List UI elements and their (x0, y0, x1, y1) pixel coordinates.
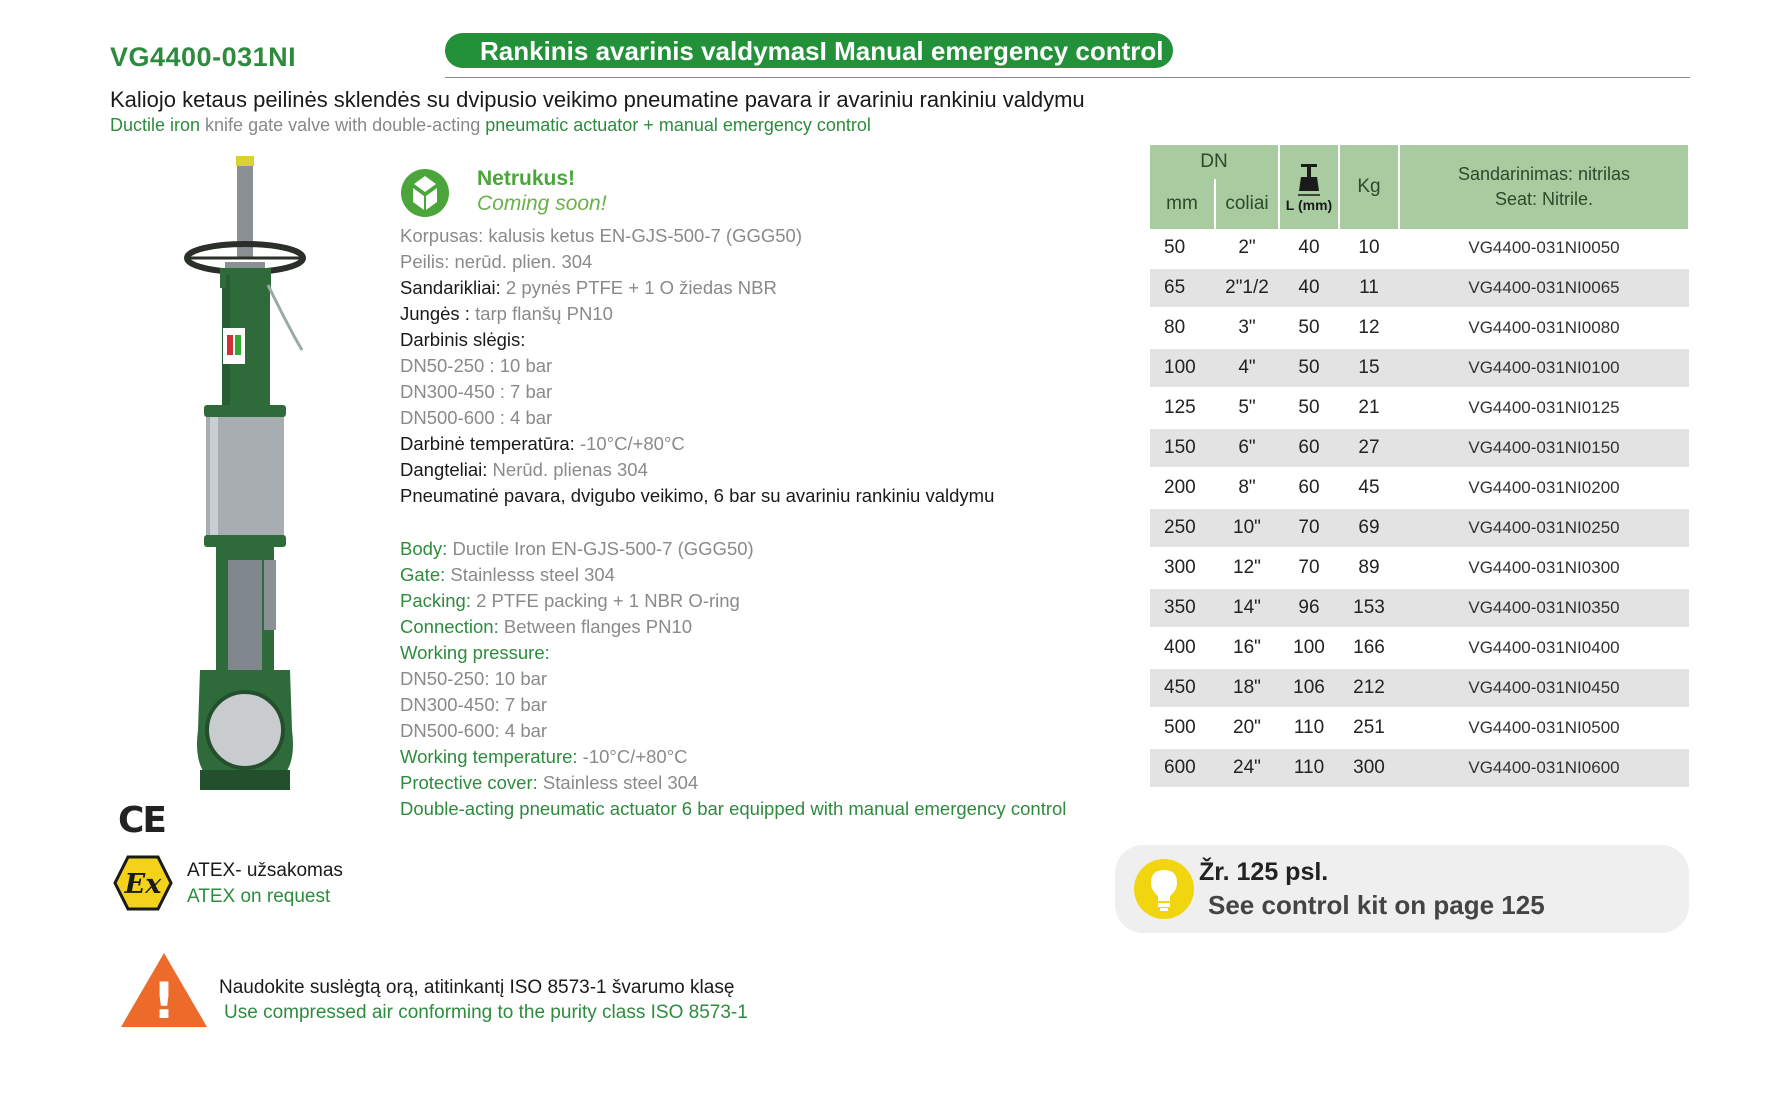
spec-line (400, 536, 754, 562)
subtitle-en (110, 115, 871, 136)
warning-icon (118, 950, 210, 1030)
table-row (1150, 388, 1689, 428)
cell-weight: 21 (1339, 388, 1399, 428)
cell-dn-mm: 80 (1150, 308, 1215, 348)
warning-en: Use compressed air conforming to the purity class ISO 8573-1 (224, 1002, 748, 1023)
cell-dn-inch: 14" (1215, 588, 1279, 628)
table-row (1150, 548, 1689, 588)
cell-weight: 153 (1339, 588, 1399, 628)
cell-weight: 300 (1339, 748, 1399, 788)
spec-line (400, 744, 687, 770)
cell-weight: 45 (1339, 468, 1399, 508)
sizes-table (1150, 145, 1690, 789)
spec-line (400, 770, 698, 796)
subtitle-en-part: Ductile iron (110, 115, 201, 135)
cell-code: VG4400-031NI0600 (1399, 748, 1689, 788)
header-dn: DN (1150, 145, 1279, 179)
spec-label: Darbinė temperatūra: (400, 433, 575, 454)
spec-line (400, 483, 994, 509)
spec-value: Ductile Iron EN-GJS-500-7 (GGG50) (447, 538, 754, 559)
cell-dn-mm: 125 (1150, 388, 1215, 428)
table-row (1150, 468, 1689, 508)
atex-lt: ATEX- užsakomas (187, 860, 343, 881)
cell-dn-inch: 2"1/2 (1215, 268, 1279, 308)
spec-value: tarp flanšų PN10 (469, 303, 613, 324)
cell-weight: 10 (1339, 229, 1399, 268)
spec-line (400, 353, 552, 379)
cell-dn-inch: 16" (1215, 628, 1279, 668)
spec-line (400, 431, 685, 457)
warning-lt: Naudokite suslėgtą orą, atitinkantį ISO 8573-1 švarumo klasę (219, 977, 735, 998)
cell-code: VG4400-031NI0400 (1399, 628, 1689, 668)
table-row (1150, 428, 1689, 468)
knife-gate-valve-illustration (180, 150, 320, 800)
cell-length: 100 (1279, 628, 1339, 668)
subtitle-en-part: pneumatic actuator + manual emergency control (485, 115, 871, 135)
header-coliai: coliai (1215, 179, 1279, 229)
spec-label: Connection: (400, 616, 499, 637)
spec-label: DN500-600: 4 bar (400, 720, 548, 741)
cell-dn-inch: 6" (1215, 428, 1279, 468)
cell-dn-mm: 350 (1150, 588, 1215, 628)
spec-line (400, 796, 1066, 822)
cell-code: VG4400-031NI0150 (1399, 428, 1689, 468)
ce-mark: CE (118, 800, 166, 841)
cell-code: VG4400-031NI0200 (1399, 468, 1689, 508)
table-row (1150, 308, 1689, 348)
spec-value: -10°C/+80°C (577, 746, 688, 767)
table-row (1150, 588, 1689, 628)
cell-length: 110 (1279, 708, 1339, 748)
cell-code: VG4400-031NI0250 (1399, 508, 1689, 548)
cell-length: 60 (1279, 468, 1339, 508)
cell-dn-inch: 5" (1215, 388, 1279, 428)
spec-label: Working temperature: (400, 746, 578, 767)
spec-label: Double-acting pneumatic actuator 6 bar equipped with manual emergency control (400, 798, 1067, 819)
spec-line (400, 405, 552, 431)
table-row (1150, 748, 1689, 788)
cell-dn-mm: 65 (1150, 268, 1215, 308)
spec-label: DN300-450 : 7 bar (400, 381, 553, 402)
cell-weight: 12 (1339, 308, 1399, 348)
spec-value: Stainlesss steel 304 (445, 564, 615, 585)
spec-label: Gate: (400, 564, 446, 585)
cell-length: 50 (1279, 348, 1339, 388)
spec-label: DN50-250: 10 bar (400, 668, 548, 689)
cell-dn-mm: 300 (1150, 548, 1215, 588)
cell-length: 70 (1279, 508, 1339, 548)
cell-weight: 27 (1339, 428, 1399, 468)
cell-weight: 11 (1339, 268, 1399, 308)
cell-code: VG4400-031NI0050 (1399, 229, 1689, 268)
cell-length: 96 (1279, 588, 1339, 628)
header-length (1279, 145, 1339, 229)
cell-weight: 15 (1339, 348, 1399, 388)
cell-dn-mm: 500 (1150, 708, 1215, 748)
spec-label: Packing: (400, 590, 471, 611)
spec-label: Jungės : (400, 303, 470, 324)
spec-line (400, 275, 777, 301)
cell-code: VG4400-031NI0065 (1399, 268, 1689, 308)
cell-code: VG4400-031NI0100 (1399, 348, 1689, 388)
cell-dn-mm: 400 (1150, 628, 1215, 668)
spec-label: Darbinis slėgis: (400, 329, 526, 350)
spec-line (400, 457, 648, 483)
cell-length: 40 (1279, 229, 1339, 268)
spec-line (400, 379, 552, 405)
lightbulb-icon (1133, 858, 1195, 920)
spec-label: DN300-450: 7 bar (400, 694, 548, 715)
table-row (1150, 708, 1689, 748)
spec-line (400, 614, 692, 640)
product-code: VG4400-031NI (110, 42, 297, 72)
spec-line (400, 327, 525, 353)
table-row (1150, 628, 1689, 668)
cell-dn-mm: 50 (1150, 229, 1215, 268)
spec-label: DN50-250 : 10 bar (400, 355, 553, 376)
table-body (1150, 229, 1689, 788)
header-divider (445, 77, 1690, 78)
cell-code: VG4400-031NI0125 (1399, 388, 1689, 428)
spec-value: -10°C/+80°C (574, 433, 685, 454)
spec-line (400, 249, 592, 275)
valve-length-icon (1297, 163, 1321, 197)
cell-length: 60 (1279, 428, 1339, 468)
header-mm: mm (1150, 179, 1215, 229)
spec-label: DN500-600 : 4 bar (400, 407, 553, 428)
cell-length: 106 (1279, 668, 1339, 708)
cell-weight: 89 (1339, 548, 1399, 588)
spec-label: Pneumatinė pavara, dvigubo veikimo, 6 bar su avariniu rankiniu valdymu (400, 485, 995, 506)
spec-line (400, 718, 547, 744)
cell-dn-inch: 8" (1215, 468, 1279, 508)
spec-label: Korpusas: kalusis ketus EN-GJS-500-7 (GGG50) (400, 225, 803, 246)
coming-soon-lt: Netrukus! (477, 167, 576, 190)
table-row (1150, 668, 1689, 708)
spec-line (400, 692, 547, 718)
atex-en: ATEX on request (187, 886, 331, 907)
cell-length: 40 (1279, 268, 1339, 308)
header-kg: Kg (1339, 145, 1399, 229)
spec-label: Peilis: nerūd. plien. 304 (400, 251, 593, 272)
cell-length: 50 (1279, 388, 1339, 428)
cell-length: 70 (1279, 548, 1339, 588)
spec-line (400, 223, 802, 249)
cell-dn-inch: 3" (1215, 308, 1279, 348)
spec-line (400, 640, 550, 666)
warning-symbol: ! (152, 972, 176, 1030)
spec-label: Body: (400, 538, 448, 559)
cell-code: VG4400-031NI0500 (1399, 708, 1689, 748)
spec-value: 2 PTFE packing + 1 NBR O-ring (470, 590, 740, 611)
header-seat-en: Seat: Nitrile. (1494, 189, 1594, 209)
cell-weight: 69 (1339, 508, 1399, 548)
atex-ex-icon (113, 855, 173, 911)
section-banner (445, 33, 1173, 68)
cell-weight: 212 (1339, 668, 1399, 708)
cell-dn-inch: 12" (1215, 548, 1279, 588)
spec-label: Working pressure: (400, 642, 550, 663)
tip-lt: Žr. 125 psl. (1199, 858, 1329, 886)
cell-dn-mm: 200 (1150, 468, 1215, 508)
tip-en: See control kit on page 125 (1208, 890, 1545, 920)
table-row (1150, 508, 1689, 548)
table-row (1150, 268, 1689, 308)
cell-dn-mm: 100 (1150, 348, 1215, 388)
spec-value: Nerūd. plienas 304 (487, 459, 648, 480)
cell-length: 50 (1279, 308, 1339, 348)
atex-symbol: Ex (124, 869, 162, 900)
cell-dn-inch: 18" (1215, 668, 1279, 708)
spec-value: Between flanges PN10 (498, 616, 693, 637)
header-seat (1399, 145, 1689, 229)
spec-value: Stainless steel 304 (537, 772, 699, 793)
cell-code: VG4400-031NI0350 (1399, 588, 1689, 628)
spec-line (400, 588, 740, 614)
cell-dn-mm: 250 (1150, 508, 1215, 548)
cell-weight: 166 (1339, 628, 1399, 668)
spec-line (400, 562, 615, 588)
cell-dn-inch: 4" (1215, 348, 1279, 388)
subtitle-en-part: knife gate valve with double-acting (200, 115, 486, 135)
coming-soon-en: Coming soon! (477, 192, 607, 215)
banner-text: Rankinis avarinis valdymasI Manual emergency control (480, 36, 1164, 66)
coming-soon-icon (400, 168, 450, 218)
spec-value: 2 pynės PTFE + 1 O žiedas NBR (500, 277, 777, 298)
spec-line (400, 666, 547, 692)
cell-code: VG4400-031NI0450 (1399, 668, 1689, 708)
cell-weight: 251 (1339, 708, 1399, 748)
spec-line (400, 301, 613, 327)
header-l: L (mm) (1285, 197, 1333, 213)
spec-label: Dangteliai: (400, 459, 488, 480)
cell-dn-mm: 450 (1150, 668, 1215, 708)
cell-dn-inch: 20" (1215, 708, 1279, 748)
cell-length: 110 (1279, 748, 1339, 788)
cell-code: VG4400-031NI0300 (1399, 548, 1689, 588)
cell-dn-inch: 10" (1215, 508, 1279, 548)
spec-label: Sandarikliai: (400, 277, 501, 298)
cell-dn-mm: 600 (1150, 748, 1215, 788)
table-row (1150, 348, 1689, 388)
spec-label: Protective cover: (400, 772, 538, 793)
header-seat-lt: Sandarinimas: nitrilas (1457, 164, 1631, 184)
table-row (1150, 229, 1689, 268)
cell-dn-inch: 2" (1215, 229, 1279, 268)
cell-dn-inch: 24" (1215, 748, 1279, 788)
subtitle-lt: Kaliojo ketaus peilinės sklendės su dvipusio veikimo pneumatine pavara ir avariniu rankiniu valdymu (110, 87, 1085, 112)
cell-dn-mm: 150 (1150, 428, 1215, 468)
cell-code: VG4400-031NI0080 (1399, 308, 1689, 348)
